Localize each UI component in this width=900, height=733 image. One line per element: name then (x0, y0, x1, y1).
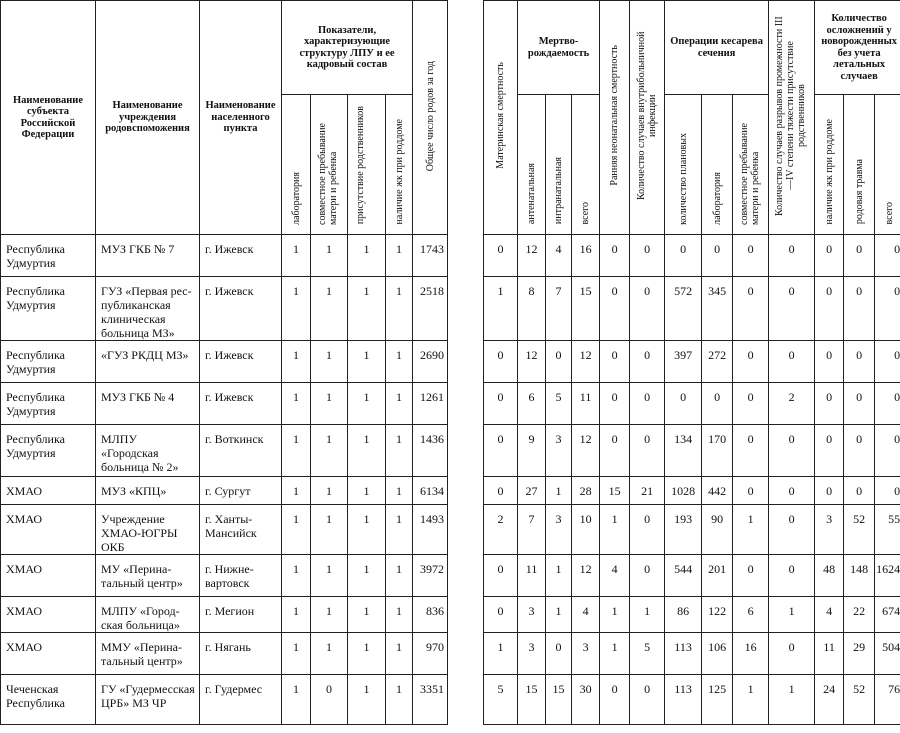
header-relatives: присутствие родственников (348, 95, 386, 235)
cell-value: 21 (630, 477, 665, 505)
cell-value: 674 (875, 597, 900, 633)
cell-value: 8 (518, 277, 546, 341)
cell-value: 5 (546, 383, 572, 425)
cell-value: 0 (844, 277, 875, 341)
cell-value: 3 (546, 425, 572, 477)
cell-subject: Республика Удмуртия (1, 383, 96, 425)
cell-value: 0 (311, 675, 348, 725)
cell-subject: ХМАО (1, 477, 96, 505)
cell-institution: Учреждение ХМАО-ЮГРЫ ОКБ (96, 505, 200, 555)
cell-value: 1 (348, 477, 386, 505)
cell-institution: МУЗ ГКБ № 7 (96, 235, 200, 277)
table-row (1, 383, 900, 425)
cell-value: 0 (630, 277, 665, 341)
header-icu: наличие жк при роддоме (386, 95, 413, 235)
cell-value: 1 (600, 505, 630, 555)
cell-value: 442 (702, 477, 733, 505)
cell-value: 0 (600, 425, 630, 477)
cell-value: 836 (413, 597, 448, 633)
cell-value: 0 (600, 341, 630, 383)
cell-value: 1 (348, 341, 386, 383)
cell-locality: г. Нягань (200, 633, 282, 675)
cell-value: 1 (311, 277, 348, 341)
cell-value: 0 (815, 425, 844, 477)
cell-value: 0 (769, 425, 815, 477)
cell-gap (448, 477, 484, 505)
cell-value: 1 (311, 477, 348, 505)
table-row (1, 675, 900, 725)
cell-value: 12 (518, 235, 546, 277)
cell-value: 5 (484, 675, 518, 725)
table-row (1, 341, 900, 383)
cell-value: 76 (875, 675, 900, 725)
cell-value: 1743 (413, 235, 448, 277)
cell-value: 0 (484, 341, 518, 383)
cell-value: 1261 (413, 383, 448, 425)
cell-value: 1436 (413, 425, 448, 477)
cell-value: 2 (769, 383, 815, 425)
cell-value: 2 (484, 505, 518, 555)
cell-subject: ХМАО (1, 597, 96, 633)
cell-value: 1 (769, 675, 815, 725)
cell-value: 16 (572, 235, 600, 277)
cell-value: 0 (546, 633, 572, 675)
cell-value: 0 (702, 235, 733, 277)
cell-value: 0 (844, 383, 875, 425)
cell-value: 1 (630, 597, 665, 633)
cell-value: 90 (702, 505, 733, 555)
cell-gap (448, 675, 484, 725)
cell-value: 0 (600, 277, 630, 341)
cell-value: 0 (844, 235, 875, 277)
header-complications-icu: наличие жк при роддоме (815, 95, 844, 235)
cell-gap (448, 555, 484, 597)
cell-institution: ММУ «Перинатальный центр» (96, 633, 200, 675)
cell-value: 0 (769, 235, 815, 277)
cell-value: 55 (875, 505, 900, 555)
cell-value: 1 (348, 425, 386, 477)
cell-value: 7 (518, 505, 546, 555)
cell-value: 0 (733, 235, 769, 277)
cell-value: 1 (546, 555, 572, 597)
cell-value: 6134 (413, 477, 448, 505)
cell-locality: г. Сургут (200, 477, 282, 505)
cell-value: 1 (348, 555, 386, 597)
header-intranatal: интранатальная (546, 95, 572, 235)
cell-gap (448, 341, 484, 383)
cell-value: 0 (630, 341, 665, 383)
header-complications: Количество осложнений у новорожденных без учета летальных случаев (815, 1, 900, 95)
cell-value: 0 (769, 505, 815, 555)
cell-value: 12 (572, 425, 600, 477)
header-complications-total: всего (875, 95, 900, 235)
cell-subject: Республика Удмуртия (1, 277, 96, 341)
cell-value: 1 (348, 633, 386, 675)
cell-value: 11 (572, 383, 600, 425)
header-cesarean-joint-stay: совместное пребывание матери и ребенка (733, 95, 769, 235)
cell-value: 0 (733, 555, 769, 597)
cell-value: 0 (733, 277, 769, 341)
cell-value: 170 (702, 425, 733, 477)
cell-gap (448, 383, 484, 425)
cell-value: 1 (282, 505, 311, 555)
cell-value: 24 (815, 675, 844, 725)
cell-value: 0 (875, 425, 900, 477)
cell-value: 134 (665, 425, 702, 477)
cell-value: 1 (311, 235, 348, 277)
header-indicators: Показатели, характеризующие структуру ЛПУ и ее кадровый состав (282, 1, 413, 95)
cell-value: 15 (600, 477, 630, 505)
cell-value: 3 (518, 597, 546, 633)
cell-institution: ГУЗ «Первая рес-публиканская клиническая больница МЗ» (96, 277, 200, 341)
cell-value: 15 (546, 675, 572, 725)
cell-gap (448, 277, 484, 341)
cell-value: 1 (386, 675, 413, 725)
cell-value: 1 (546, 597, 572, 633)
cell-value: 1 (386, 597, 413, 633)
table-row (1, 633, 900, 675)
cell-value: 1 (282, 633, 311, 675)
cell-subject: Республика Удмуртия (1, 235, 96, 277)
cell-value: 1 (386, 425, 413, 477)
cell-value: 0 (600, 383, 630, 425)
cell-value: 0 (844, 425, 875, 477)
header-planned: количество плановых (665, 95, 702, 235)
cell-value: 1028 (665, 477, 702, 505)
header-ruptures: Количество случаев разрывов промежности III—IV степени тяжести присутствие родственников (769, 1, 815, 235)
cell-value: 11 (815, 633, 844, 675)
cell-value: 29 (844, 633, 875, 675)
header-cesarean-lab: лаборатория (702, 95, 733, 235)
cell-value: 0 (815, 277, 844, 341)
cell-value: 1 (348, 505, 386, 555)
cell-value: 106 (702, 633, 733, 675)
cell-value: 0 (815, 477, 844, 505)
cell-value: 1 (386, 555, 413, 597)
cell-value: 0 (844, 341, 875, 383)
cell-institution: МУ «Перинатальный центр» (96, 555, 200, 597)
cell-locality: г. Ижевск (200, 277, 282, 341)
cell-gap (448, 505, 484, 555)
cell-value: 113 (665, 633, 702, 675)
cell-value: 1 (282, 477, 311, 505)
cell-value: 11 (518, 555, 546, 597)
cell-value: 1 (484, 633, 518, 675)
cell-subject: Республика Удмуртия (1, 425, 96, 477)
cell-institution: ГУ «Гудермесская ЦРБ» МЗ ЧР (96, 675, 200, 725)
cell-value: 1 (348, 235, 386, 277)
cell-value: 148 (844, 555, 875, 597)
cell-value: 0 (844, 477, 875, 505)
cell-value: 1 (386, 505, 413, 555)
cell-value: 1 (311, 425, 348, 477)
cell-value: 1 (282, 425, 311, 477)
cell-value: 970 (413, 633, 448, 675)
cell-value: 1 (282, 235, 311, 277)
cell-value: 27 (518, 477, 546, 505)
cell-value: 7 (546, 277, 572, 341)
cell-value: 0 (630, 555, 665, 597)
header-stillbirth: Мертво-рождаемость (518, 1, 600, 95)
cell-value: 15 (518, 675, 546, 725)
header-antenatal: антенатальная (518, 95, 546, 235)
cell-value: 1 (546, 477, 572, 505)
table-row (1, 597, 900, 633)
cell-value: 0 (630, 425, 665, 477)
cell-value: 1 (733, 675, 769, 725)
cell-value: 0 (769, 555, 815, 597)
cell-value: 113 (665, 675, 702, 725)
cell-subject: ХМАО (1, 555, 96, 597)
table-row (1, 277, 900, 341)
cell-value: 0 (484, 383, 518, 425)
cell-value: 10 (572, 505, 600, 555)
cell-value: 1 (600, 597, 630, 633)
cell-locality: г. Нижневартовск (200, 555, 282, 597)
cell-locality: г. Мегион (200, 597, 282, 633)
cell-locality: г. Воткинск (200, 425, 282, 477)
header-locality: Наименование населенного пункта (200, 1, 282, 235)
cell-value: 1493 (413, 505, 448, 555)
cell-institution: «ГУЗ РКДЦ МЗ» (96, 341, 200, 383)
cell-value: 1 (386, 633, 413, 675)
cell-value: 12 (572, 555, 600, 597)
cell-value: 48 (815, 555, 844, 597)
cell-value: 0 (875, 383, 900, 425)
cell-value: 0 (875, 341, 900, 383)
header-total-births: Общее число родов за год (413, 1, 448, 235)
cell-gap (448, 425, 484, 477)
cell-value: 201 (702, 555, 733, 597)
cell-gap (448, 597, 484, 633)
cell-value: 0 (875, 277, 900, 341)
cell-value: 1 (348, 277, 386, 341)
cell-locality: г. Ижевск (200, 383, 282, 425)
cell-subject: Чеченская Республика (1, 675, 96, 725)
cell-institution: МУЗ «КПЦ» (96, 477, 200, 505)
cell-value: 6 (518, 383, 546, 425)
cell-value: 1 (282, 383, 311, 425)
cell-value: 12 (572, 341, 600, 383)
cell-value: 0 (665, 235, 702, 277)
cell-value: 1 (348, 597, 386, 633)
cell-locality: г. Гудермес (200, 675, 282, 725)
cell-value: 1 (311, 341, 348, 383)
table-row (1, 555, 900, 597)
cell-value: 0 (630, 505, 665, 555)
cell-value: 0 (702, 383, 733, 425)
cell-value: 0 (733, 383, 769, 425)
cell-value: 1 (311, 383, 348, 425)
cell-value: 12 (518, 341, 546, 383)
cell-value: 3 (518, 633, 546, 675)
table-row (1, 477, 900, 505)
cell-value: 125 (702, 675, 733, 725)
cell-value: 3 (546, 505, 572, 555)
cell-locality: г. Ханты-Мансийск (200, 505, 282, 555)
header-early-neonatal: Ранняя неонатальная смертность (600, 1, 630, 235)
cell-value: 0 (769, 477, 815, 505)
cell-value: 0 (630, 675, 665, 725)
cell-value: 0 (875, 477, 900, 505)
cell-value: 0 (733, 425, 769, 477)
cell-value: 0 (769, 277, 815, 341)
cell-value: 28 (572, 477, 600, 505)
cell-locality: г. Ижевск (200, 235, 282, 277)
cell-value: 3 (572, 633, 600, 675)
header-subject: Наименование субъекта Российской Федерации (1, 1, 96, 235)
cell-value: 0 (546, 341, 572, 383)
cell-value: 4 (815, 597, 844, 633)
header-birth-trauma: родовая травма (844, 95, 875, 235)
cell-subject: ХМАО (1, 633, 96, 675)
cell-value: 0 (769, 341, 815, 383)
table-row (1, 235, 900, 277)
cell-value: 3972 (413, 555, 448, 597)
cell-value: 3 (815, 505, 844, 555)
cell-value: 0 (665, 383, 702, 425)
cell-subject: Республика Удмуртия (1, 341, 96, 383)
cell-value: 4 (572, 597, 600, 633)
cell-value: 16 (733, 633, 769, 675)
cell-value: 0 (484, 425, 518, 477)
cell-value: 0 (733, 341, 769, 383)
cell-institution: МЛПУ «Городская больница» (96, 597, 200, 633)
cell-value: 0 (733, 477, 769, 505)
cell-value: 544 (665, 555, 702, 597)
cell-value: 0 (815, 341, 844, 383)
cell-value: 1 (769, 597, 815, 633)
cell-value: 22 (844, 597, 875, 633)
cell-value: 1 (348, 675, 386, 725)
header-maternal-mortality: Материнская смертность (484, 1, 518, 235)
table-row (1, 425, 900, 477)
cell-value: 1 (484, 277, 518, 341)
cell-value: 15 (572, 277, 600, 341)
cell-value: 0 (484, 597, 518, 633)
header-gap (448, 1, 484, 235)
cell-value: 5 (630, 633, 665, 675)
cell-subject: ХМАО (1, 505, 96, 555)
cell-value: 1 (348, 383, 386, 425)
cell-value: 4 (546, 235, 572, 277)
cell-value: 52 (844, 505, 875, 555)
cell-value: 1 (386, 277, 413, 341)
cell-gap (448, 235, 484, 277)
header-joint-stay: совместное пребывание матери и ребенка (311, 95, 348, 235)
cell-value: 122 (702, 597, 733, 633)
cell-value: 0 (484, 555, 518, 597)
cell-value: 193 (665, 505, 702, 555)
cell-value: 1624 (875, 555, 900, 597)
header-infections: Количество случаев внутрибольничной инфекции (630, 1, 665, 235)
cell-value: 1 (282, 341, 311, 383)
cell-value: 9 (518, 425, 546, 477)
cell-value: 1 (282, 555, 311, 597)
cell-value: 0 (484, 477, 518, 505)
cell-value: 0 (815, 383, 844, 425)
cell-value: 1 (282, 277, 311, 341)
cell-value: 1 (386, 477, 413, 505)
header-stillbirth-total: всего (572, 95, 600, 235)
cell-value: 1 (386, 341, 413, 383)
table-row (1, 505, 900, 555)
cell-value: 1 (282, 597, 311, 633)
cell-value: 3351 (413, 675, 448, 725)
cell-value: 1 (311, 505, 348, 555)
cell-value: 0 (630, 235, 665, 277)
cell-value: 1 (311, 555, 348, 597)
cell-value: 2690 (413, 341, 448, 383)
cell-value: 504 (875, 633, 900, 675)
header-lab: лаборатория (282, 95, 311, 235)
cell-value: 0 (875, 235, 900, 277)
cell-value: 0 (630, 383, 665, 425)
cell-locality: г. Ижевск (200, 341, 282, 383)
cell-value: 2518 (413, 277, 448, 341)
cell-value: 0 (600, 675, 630, 725)
cell-value: 0 (484, 235, 518, 277)
cell-value: 0 (600, 235, 630, 277)
cell-value: 1 (311, 597, 348, 633)
cell-value: 272 (702, 341, 733, 383)
header-cesarean: Операции кесарева сечения (665, 1, 769, 95)
cell-value: 572 (665, 277, 702, 341)
cell-value: 1 (282, 675, 311, 725)
cell-value: 397 (665, 341, 702, 383)
cell-value: 1 (600, 633, 630, 675)
cell-value: 6 (733, 597, 769, 633)
cell-value: 0 (769, 633, 815, 675)
cell-value: 52 (844, 675, 875, 725)
cell-institution: МЛПУ «Городская больница № 2» (96, 425, 200, 477)
cell-value: 1 (733, 505, 769, 555)
cell-value: 1 (386, 235, 413, 277)
header-institution: Наименование учреждения родовспоможения (96, 1, 200, 235)
cell-value: 30 (572, 675, 600, 725)
cell-value: 1 (386, 383, 413, 425)
cell-value: 0 (815, 235, 844, 277)
cell-value: 1 (311, 633, 348, 675)
cell-institution: МУЗ ГКБ № 4 (96, 383, 200, 425)
cell-value: 345 (702, 277, 733, 341)
cell-value: 4 (600, 555, 630, 597)
cell-value: 86 (665, 597, 702, 633)
cell-gap (448, 633, 484, 675)
